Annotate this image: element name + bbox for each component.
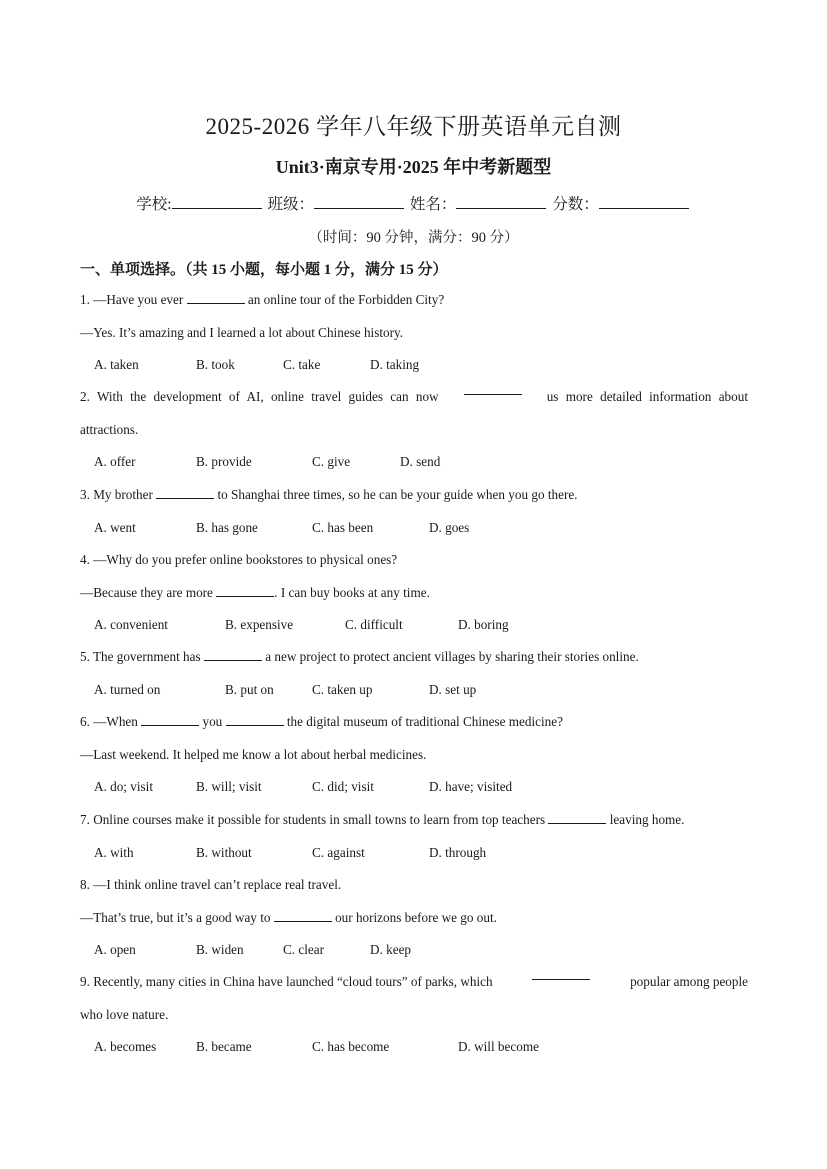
option-a: A. open <box>94 942 136 957</box>
option-d: D. boring <box>458 617 509 632</box>
answer-blank <box>156 485 214 499</box>
option-d: D. keep <box>370 942 412 957</box>
option-b: B. became <box>196 1039 252 1054</box>
options-row <box>80 674 748 707</box>
options-row <box>80 446 748 479</box>
question-text: us more detailed information about <box>546 389 748 404</box>
time-note: （时间：90 分钟，满分：90 分） <box>308 230 519 246</box>
question-8 <box>80 869 748 967</box>
question-text: —That’s true, but it’s a good way to <box>80 909 271 925</box>
question-line: 4. —Why do you prefer online bookstores to physical ones? <box>80 552 398 567</box>
question-text: our horizons before we go out. <box>335 909 497 925</box>
question-text: leaving home. <box>609 812 685 827</box>
option-b: B. provide <box>196 454 252 469</box>
answer-blank <box>187 290 245 304</box>
question-text: to Shanghai three times, so he can be your guide when you go there. <box>217 487 578 502</box>
name-label: 姓名： <box>409 196 457 213</box>
option-c: C. take <box>283 357 321 372</box>
option-b: B. took <box>196 357 235 372</box>
option-d: D. goes <box>429 519 470 535</box>
option-a: A. becomes <box>94 1039 157 1054</box>
option-d: D. through <box>429 844 487 860</box>
option-a: A. taken <box>94 357 139 372</box>
question-text: an online tour of the Forbidden City? <box>247 292 445 307</box>
option-a: A. went <box>94 519 136 535</box>
option-c: C. clear <box>283 942 325 957</box>
option-a: A. convenient <box>94 617 168 632</box>
question-line <box>80 381 748 414</box>
question-text: 3. My brother <box>80 487 153 502</box>
question-3 <box>80 479 748 544</box>
question-line <box>80 641 748 674</box>
class-blank[interactable] <box>314 193 404 209</box>
question-line <box>80 706 748 739</box>
option-c: C. difficult <box>345 617 403 632</box>
option-b: B. expensive <box>225 617 294 632</box>
option-b: B. has gone <box>196 519 258 535</box>
answer-blank <box>141 712 199 726</box>
question-line: —Last weekend. It helped me know a lot about herbal medicines. <box>80 746 427 762</box>
answer-blank <box>226 712 284 726</box>
option-d: D. send <box>400 454 441 469</box>
question-1 <box>80 284 748 382</box>
options-row <box>80 512 748 545</box>
option-c: C. taken up <box>312 681 373 697</box>
answer-blank <box>216 583 274 597</box>
page-title: 2025-2026 学年八年级下册英语单元自测 <box>205 114 622 139</box>
school-blank[interactable] <box>172 193 262 209</box>
question-text: 9. Recently, many cities in China have launched “cloud tours” of parks, which <box>80 974 493 989</box>
option-d: D. set up <box>429 681 477 697</box>
question-line: attractions. <box>80 421 139 437</box>
question-line: —Yes. It’s amazing and I learned a lot about Chinese history. <box>80 324 404 340</box>
question-text: popular among people <box>630 974 748 989</box>
question-2 <box>80 381 748 479</box>
option-a: A. with <box>94 844 134 860</box>
options-row <box>80 1031 748 1064</box>
option-c: C. against <box>312 844 365 860</box>
section-title: 一、单项选择。（共 15 小题，每小题 1 分，满分 15 分） <box>80 262 448 278</box>
options-row <box>80 349 748 382</box>
option-a: A. offer <box>94 454 136 469</box>
option-b: B. widen <box>196 942 244 957</box>
option-a: A. turned on <box>94 681 161 697</box>
option-b: B. will; visit <box>196 779 262 794</box>
option-b: B. without <box>196 844 252 860</box>
question-text: 6. —When <box>80 714 138 729</box>
score-label: 分数： <box>552 196 599 213</box>
options-row <box>80 837 748 870</box>
answer-blank <box>464 381 522 395</box>
name-blank[interactable] <box>456 193 546 209</box>
question-text: the digital museum of traditional Chinese medicine? <box>286 714 563 729</box>
answer-blank <box>204 647 262 661</box>
question-line: 8. —I think online travel can’t replace real travel. <box>80 877 342 892</box>
option-d: D. have; visited <box>429 779 513 794</box>
question-text: a new project to protect ancient villages by sharing their stories online. <box>265 649 639 664</box>
options-row <box>80 934 748 967</box>
option-d: D. taking <box>370 357 420 372</box>
question-line <box>80 804 748 837</box>
question-text: —Because they are more <box>80 584 213 600</box>
option-c: C. give <box>312 454 351 469</box>
question-text: 1. —Have you ever <box>80 292 184 307</box>
score-blank[interactable] <box>599 193 689 209</box>
question-9 <box>80 966 748 1064</box>
question-text: 7. Online courses make it possible for students in small towns to learn from top teachers <box>80 812 546 827</box>
options-row <box>80 609 748 642</box>
option-a: A. do; visit <box>94 779 153 794</box>
school-label: 学校: <box>136 196 172 213</box>
question-line <box>80 966 748 999</box>
answer-blank <box>548 810 606 824</box>
question-6 <box>80 706 748 804</box>
question-line <box>80 284 748 317</box>
question-4 <box>80 544 748 642</box>
option-d: D. will become <box>458 1039 539 1054</box>
question-line <box>80 902 748 935</box>
question-line <box>80 479 748 512</box>
option-c: C. did; visit <box>312 779 374 794</box>
question-5 <box>80 641 748 706</box>
question-text: you <box>202 714 223 729</box>
option-b: B. put on <box>225 681 274 697</box>
question-line: who love nature. <box>80 1006 169 1022</box>
question-7 <box>80 804 748 869</box>
option-c: C. has been <box>312 519 374 535</box>
question-text: 2. With the development of AI, online travel guides can now <box>80 389 439 404</box>
student-info-row <box>0 192 827 214</box>
option-c: C. has become <box>312 1039 390 1054</box>
question-text: . I can buy books at any time. <box>274 584 430 600</box>
options-row <box>80 771 748 804</box>
page-subtitle: Unit3·南京专用·2025 年中考新题型 <box>275 157 552 177</box>
class-label: 班级： <box>267 196 314 213</box>
answer-blank <box>532 966 590 980</box>
question-text: 5. The government has <box>80 649 201 664</box>
question-line <box>80 577 748 610</box>
answer-blank <box>274 908 332 922</box>
